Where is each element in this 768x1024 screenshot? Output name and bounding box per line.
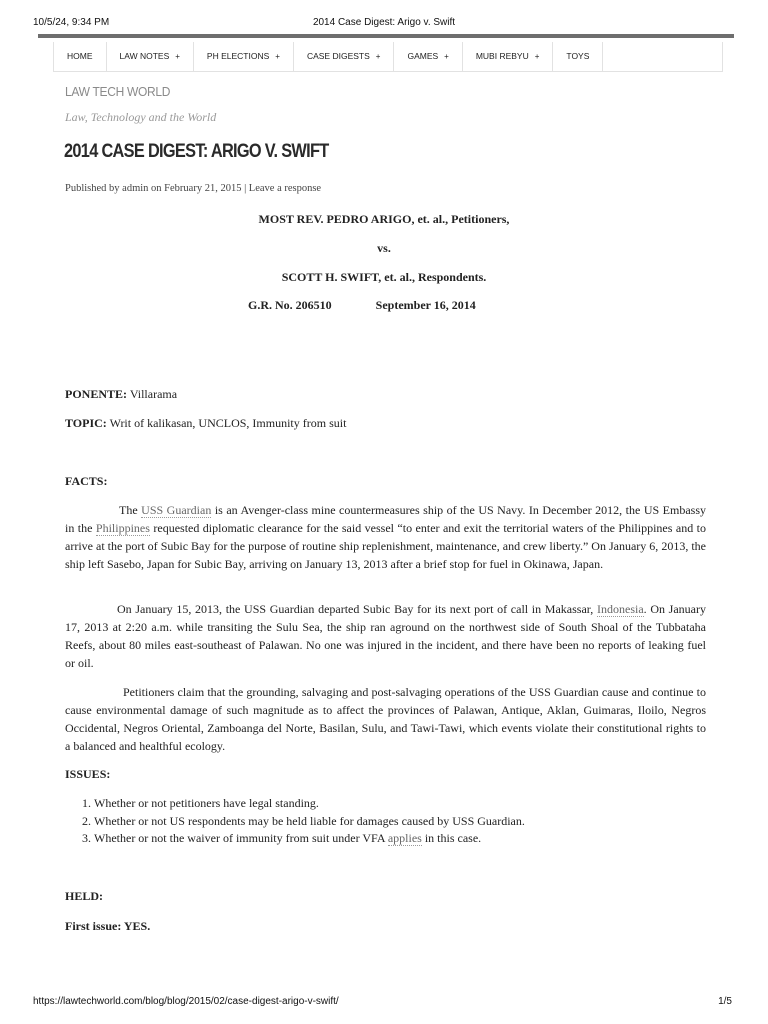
nav-item-law-notes[interactable] (107, 42, 194, 71)
ponente-label: PONENTE: (65, 387, 128, 401)
plus-icon: + (175, 52, 180, 61)
topic (65, 414, 706, 432)
text: . On January 17, 2013 at 2:20 a.m. while transiting the Sulu Sea, the ship ran aground on the northwest side of South Shoal of the Tubbataha Reefs, about 80 miles east-southeast of Palawan. No one was injured in the incident, and there have been no reports of leaking fuel or oil. (65, 602, 706, 670)
plus-icon: + (534, 52, 540, 61)
topic-label: TOPIC: (65, 416, 107, 430)
applies-link[interactable]: applies (387, 831, 422, 845)
philippines-link[interactable]: Philippines (95, 521, 150, 535)
site-tagline: Law, Technology and the World (65, 110, 217, 124)
held-heading: HELD: (65, 889, 104, 903)
petitioners-line: MOST REV. PEDRO ARIGO, et. al., Petitioners, (258, 212, 510, 226)
issue-text: Whether or not US respondents may be held liable for damages caused by USS Guardian. (94, 813, 525, 828)
decision-date: September 16, 2014 (375, 298, 476, 312)
facts-heading: FACTS: (65, 474, 108, 488)
facts-paragraph-3: Petitioners claim that the grounding, salvaging and post-salvaging operations of the USS Guardian cause and continue to cause environmental damage of such magnitude as to affect the provinces of Palawan, Antique, Aklan, Guimaras, Iloilo, Negros Occidental, Negros Oriental, Zamboanga del Norte, Basilan, Sulu, and Tawi-Tawi, which events violate their constitutional rights to a balanced and healthful ecology. (65, 685, 706, 753)
site-title[interactable]: LAW TECH WORLD (65, 84, 171, 100)
gr-number: G.R. No. 206510 (248, 298, 332, 312)
vs-line: vs. (377, 241, 391, 255)
text: The (119, 503, 142, 517)
issue-text: in this case. (421, 831, 482, 845)
nav-item-label: PH ELECTIONS (206, 51, 270, 61)
print-url: https://lawtechworld.com/blog/blog/2015/02/case-digest-arigo-v-swift/ (33, 996, 339, 1007)
leave-response-link[interactable]: Leave a response (248, 183, 322, 194)
case-number-line (248, 298, 476, 313)
post-meta-text: Published by admin on February 21, 2015 | (65, 183, 247, 194)
issue-text: Whether or not the waiver of immunity from suit under VFA (94, 831, 388, 845)
nav-item-label: LAW NOTES (119, 51, 170, 61)
ponente-value: Villarama (129, 387, 178, 401)
text: On January 15, 2013, the USS Guardian departed Subic Bay for its next port of call in Makassar, (117, 602, 597, 616)
nav-item-label: CASE DIGESTS (306, 51, 370, 61)
print-page-title: 2014 Case Digest: Arigo v. Swift (312, 17, 456, 28)
post-meta (65, 183, 321, 194)
list-item (94, 795, 525, 813)
uss-guardian-link[interactable]: USS Guardian (141, 503, 212, 517)
list-item (94, 813, 525, 831)
issues-heading: ISSUES: (65, 767, 111, 781)
plus-icon: + (375, 52, 381, 61)
nav-item-label: MUBI REBYU (475, 51, 529, 61)
text: requested diplomatic clearance for the said vessel “to enter and exit the territorial waters of the Philippines and to arrive at the port of Subic Bay for the purpose of routine ship replenishment, maintenance, and crew liberty.” On January 6, 2013, the ship left Sasebo, Japan for Subic Bay, arriving on January 13, 2013 after a brief stop for fuel in Okinawa, Japan. (65, 521, 706, 571)
text: is an Avenger-class mine countermeasures ship of the US Navy. In December 2012, the US Embassy in the (65, 503, 707, 535)
print-header (0, 17, 768, 31)
topic-value: Writ of kalikasan, UNCLOS, Immunity from suit (109, 416, 347, 430)
first-issue-answer: First issue: YES. (65, 919, 151, 933)
main-nav (53, 42, 723, 72)
plus-icon: + (275, 52, 280, 61)
nav-item-toys[interactable] (553, 42, 603, 71)
issues-list (65, 795, 525, 848)
list-item (94, 830, 525, 848)
nav-item-ph-elections[interactable] (194, 42, 294, 71)
facts-paragraph-2 (65, 600, 706, 672)
ponente (65, 385, 706, 403)
top-bar (38, 34, 734, 38)
nav-item-games[interactable] (394, 42, 462, 71)
nav-item-label: TOYS (566, 51, 590, 61)
facts-paragraph-1 (65, 501, 706, 573)
issue-text: Whether or not petitioners have legal standing. (94, 796, 319, 810)
respondents-line: SCOTT H. SWIFT, et. al., Respondents. (281, 270, 487, 284)
nav-item-case-digests[interactable] (294, 42, 395, 71)
nav-item-label: GAMES (407, 51, 439, 61)
plus-icon: + (444, 52, 449, 61)
post-title: 2014 CASE DIGEST: ARIGO V. SWIFT (64, 141, 329, 162)
print-page-number: 1/5 (718, 996, 732, 1007)
nav-item-label: HOME (67, 51, 93, 61)
nav-item-home[interactable] (54, 42, 107, 71)
indonesia-link[interactable]: Indonesia (597, 602, 644, 616)
print-datetime: 10/5/24, 9:34 PM (33, 17, 110, 28)
nav-item-mubi-rebyu[interactable] (463, 42, 554, 71)
